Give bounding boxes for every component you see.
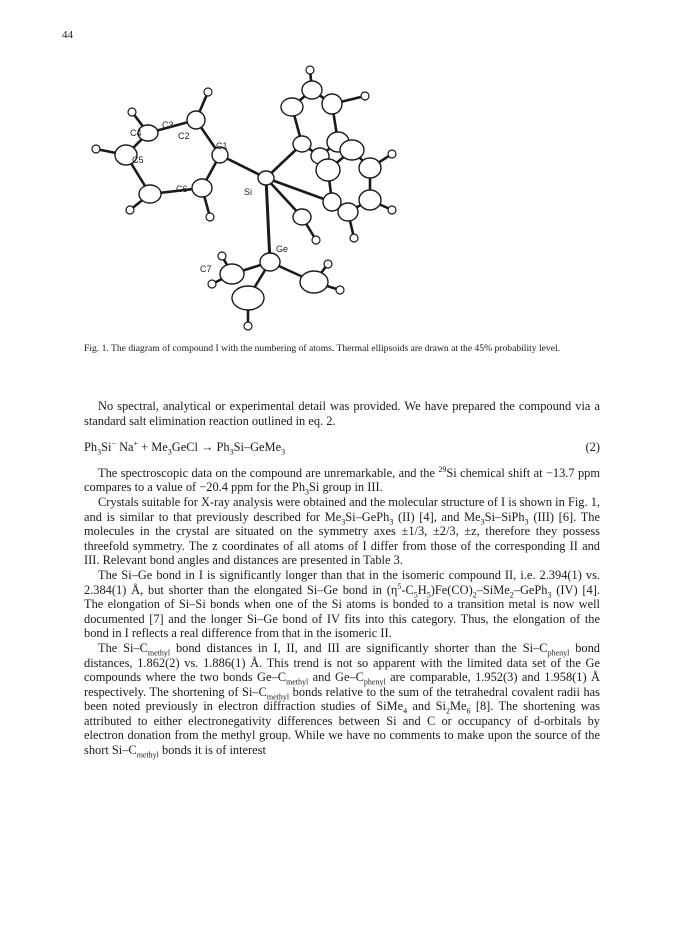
label-c7: C7: [200, 264, 212, 274]
label-c1: C1: [216, 141, 228, 151]
equation-2: [84, 440, 600, 455]
figure-caption: Fig. 1. The diagram of compound I with the numbering of atoms. Thermal ellipsoids are drawn at the 45% probability level.: [84, 343, 561, 354]
paragraph-3: Crystals suitable for X-ray analysis were obtained and the molecular structure of I is shown in Fig. 1, and is similar to that previously described for $Me_3Si-GePh_3$ (II) [4], and $Me_3Si-SiPh_3$ (III) [6]. The molecules in the crystal are situated on the symmetry axes ±1/3, ±2/3, ±z, therefore they possess threefold symmetry. The z coordinates of all atoms of I differ from those of the corresponding II and III. Relevant bond angles and distances are presented in Table 3.: [84, 494, 600, 568]
label-ge: Ge: [276, 244, 289, 254]
paragraph-1: No spectral, analytical or experimental detail was provided. We have prepared the compound via a standard salt elimination reaction outlined in eq. 2.: [84, 399, 600, 428]
equation-number: (2): [585, 440, 600, 455]
ortep-diagram: [70, 52, 490, 342]
equation-body: $Ph_3Si^-$ $Na^+ + Me_3GeCl$ → $Ph_3Si-GeMe_3$: [84, 439, 286, 457]
molecular-structure-figure: [70, 52, 490, 342]
body-text: [84, 399, 600, 758]
page-number: 44: [62, 29, 73, 41]
label-c6: C6: [176, 184, 188, 194]
paragraph-2: The spectroscopic data on the compound are unremarkable, and the $^{29}$Si chemical shift at −13.7 ppm compares to a value of −20.4 ppm for the $Ph_3Si$ group in III.: [84, 464, 600, 497]
paragraph-4: The Si–Ge bond in I is significantly longer than that in the isomeric compound II, i.e. 2.394(1) vs. 2.384(1) Å, but shorter than the elongated Si–Ge bond in $(\eta^5-C_5H_5)Fe(CO)_2-SiMe_2-GePh_3$ (IV) [4]. The elongation of Si–Si bonds when one of the Si atoms is bonded to a transition metal is now well documented [7] and the longer Si–Ge bond of IV fits into this category. Thus, the elongation of the bond in I reflects a real difference from that in the isomeric II.: [84, 567, 600, 641]
label-c3: C3: [162, 120, 174, 130]
label-c4: C4: [130, 128, 142, 138]
label-si: Si: [244, 187, 253, 197]
label-c2: C2: [178, 131, 190, 141]
label-c5: C5: [132, 155, 144, 165]
paragraph-5: The $Si-C_{methyl}$ bond distances in I, II, and III are significantly shorter than the $Si-C_{phenyl}$ bond distances, 1.862(2) vs. 1.886(1) Å. This trend is not so apparent with the limited data set of the Ge compounds where the two bonds $Ge-C_{methyl}$ and $Ge-C_{phenyl}$ are comparable, 1.952(3) and 1.958(1) Å respectively. The shortening of $Si-C_{methyl}$ bonds relative to the sum of the tetrahedral covalent radii has been noted previously in electron diffraction studies of SiMe$_4$ and $Si_2Me_6$ [8]. The shortening was attributed to either electronegativity differences between Si and C or occupancy of d-orbitals by electron donation from the methyl group. While we have no comments to make upon the source of the short $Si-C_{methyl}$ bonds it is of interest: [84, 640, 601, 760]
